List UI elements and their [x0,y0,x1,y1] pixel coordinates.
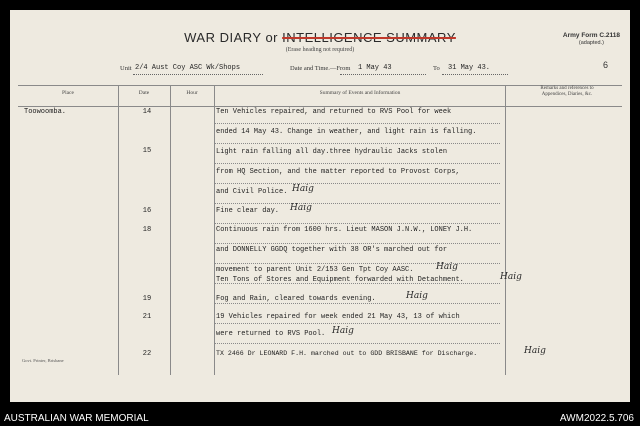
col-header-remarks [506,86,628,98]
col-header-date: Date [138,90,150,96]
remarks-line-1: Remarks and references to [540,86,594,91]
date-label: Date and Time.—From [290,65,351,72]
entry-place: Toowoomba. [24,108,67,116]
unit-value: 2/4 Aust Coy ASC Wk/Shops [135,64,241,72]
col-header-place: Place [62,90,74,96]
entry-line: from HQ Section, and the matter reported to Provost Corps, [216,168,460,176]
entry-day: 18 [142,226,152,234]
entry-line: Fine clear day. [216,207,280,215]
entry-day: 22 [142,350,152,358]
form-title [10,30,630,45]
to-label: To [433,65,440,72]
date-to-underline [442,74,508,75]
army-form-adapted: (adapted.) [578,40,604,46]
col-header-hour: Hour [186,90,198,96]
row-rule [215,203,500,204]
entry-line: Ten Tons of Stores and Equipment forwarded with Detachment. [216,276,464,284]
column-rule [170,85,171,375]
row-rule [215,343,500,344]
row-rule [215,143,500,144]
row-rule [215,163,500,164]
signature: Haig [500,272,522,282]
date-from-value: 1 May 43 [358,64,392,72]
entry-line: and DONNELLY GGDQ together with 38 OR's marched out for [216,246,448,254]
entry-day: 19 [142,295,152,303]
entry-line: Light rain falling all day.three hydraulic Jacks stolen [216,148,448,156]
page-mark: 6 [602,60,608,70]
signature: Haig [292,184,314,194]
entry-line: TX 2466 Dr LEONARD F.H. marched out to GDD BRISBANE for Discharge. [216,350,478,357]
entry-line: 19 Vehicles repaired for week ended 21 May 43, 13 of which [216,313,460,321]
row-rule [215,243,500,244]
signature: Haig [406,291,428,301]
signature: Haig [290,203,312,213]
army-form-number [563,32,620,46]
unit-label: Unit [120,65,132,72]
entry-line: Fog and Rain, cleared towards evening. [216,295,376,303]
unit-underline [133,74,263,75]
entry-line: Continuous rain from 1600 hrs. Lieut MASON J.N.W., LONEY J.H. [216,226,473,234]
row-rule [215,303,500,304]
col-header-summary: Summary of Events and Information [319,90,401,96]
entry-line: were returned to RVS Pool. [216,330,326,338]
entry-line: Ten Vehicles repaired, and returned to RVS Pool for week [216,108,452,116]
entry-day: 14 [142,108,152,116]
title-or: or [265,30,279,45]
caption-institution: AUSTRALIAN WAR MEMORIAL [4,413,149,424]
title-war-diary: WAR DIARY [184,30,262,45]
date-from-underline [340,74,426,75]
column-rule [505,85,506,375]
signature: Haig [524,346,546,356]
entry-line: ended 14 May 43. Change in weather, and light rain is falling. [216,128,477,136]
entry-line: movement to parent Unit 2/153 Gen Tpt Coy AASC. [216,266,414,274]
remarks-line-2: Appendices, Diaries, &c. [541,92,593,97]
army-form-label: Army Form C.2118 [562,32,620,39]
row-rule [215,323,500,324]
printer-imprint: Govt. Printer, Brisbane [22,358,64,363]
signature: Haig [436,262,458,272]
date-to-value: 31 May 43. [448,64,491,72]
entry-day: 21 [142,313,152,321]
caption-accession-number: AWM2022.5.706 [559,413,634,424]
row-rule [215,223,500,224]
title-intelligence-summary: INTELLIGENCE SUMMARY [282,30,456,45]
signature: Haig [332,326,354,336]
diary-page [10,10,630,402]
column-rule [214,85,215,375]
entry-day: 15 [142,147,152,155]
column-rule [118,85,119,375]
form-subtitle: (Erase heading not required) [285,47,355,53]
entry-day: 16 [142,207,152,215]
row-rule [215,123,500,124]
entry-line: and Civil Police. [216,188,288,196]
row-rule [215,183,500,184]
